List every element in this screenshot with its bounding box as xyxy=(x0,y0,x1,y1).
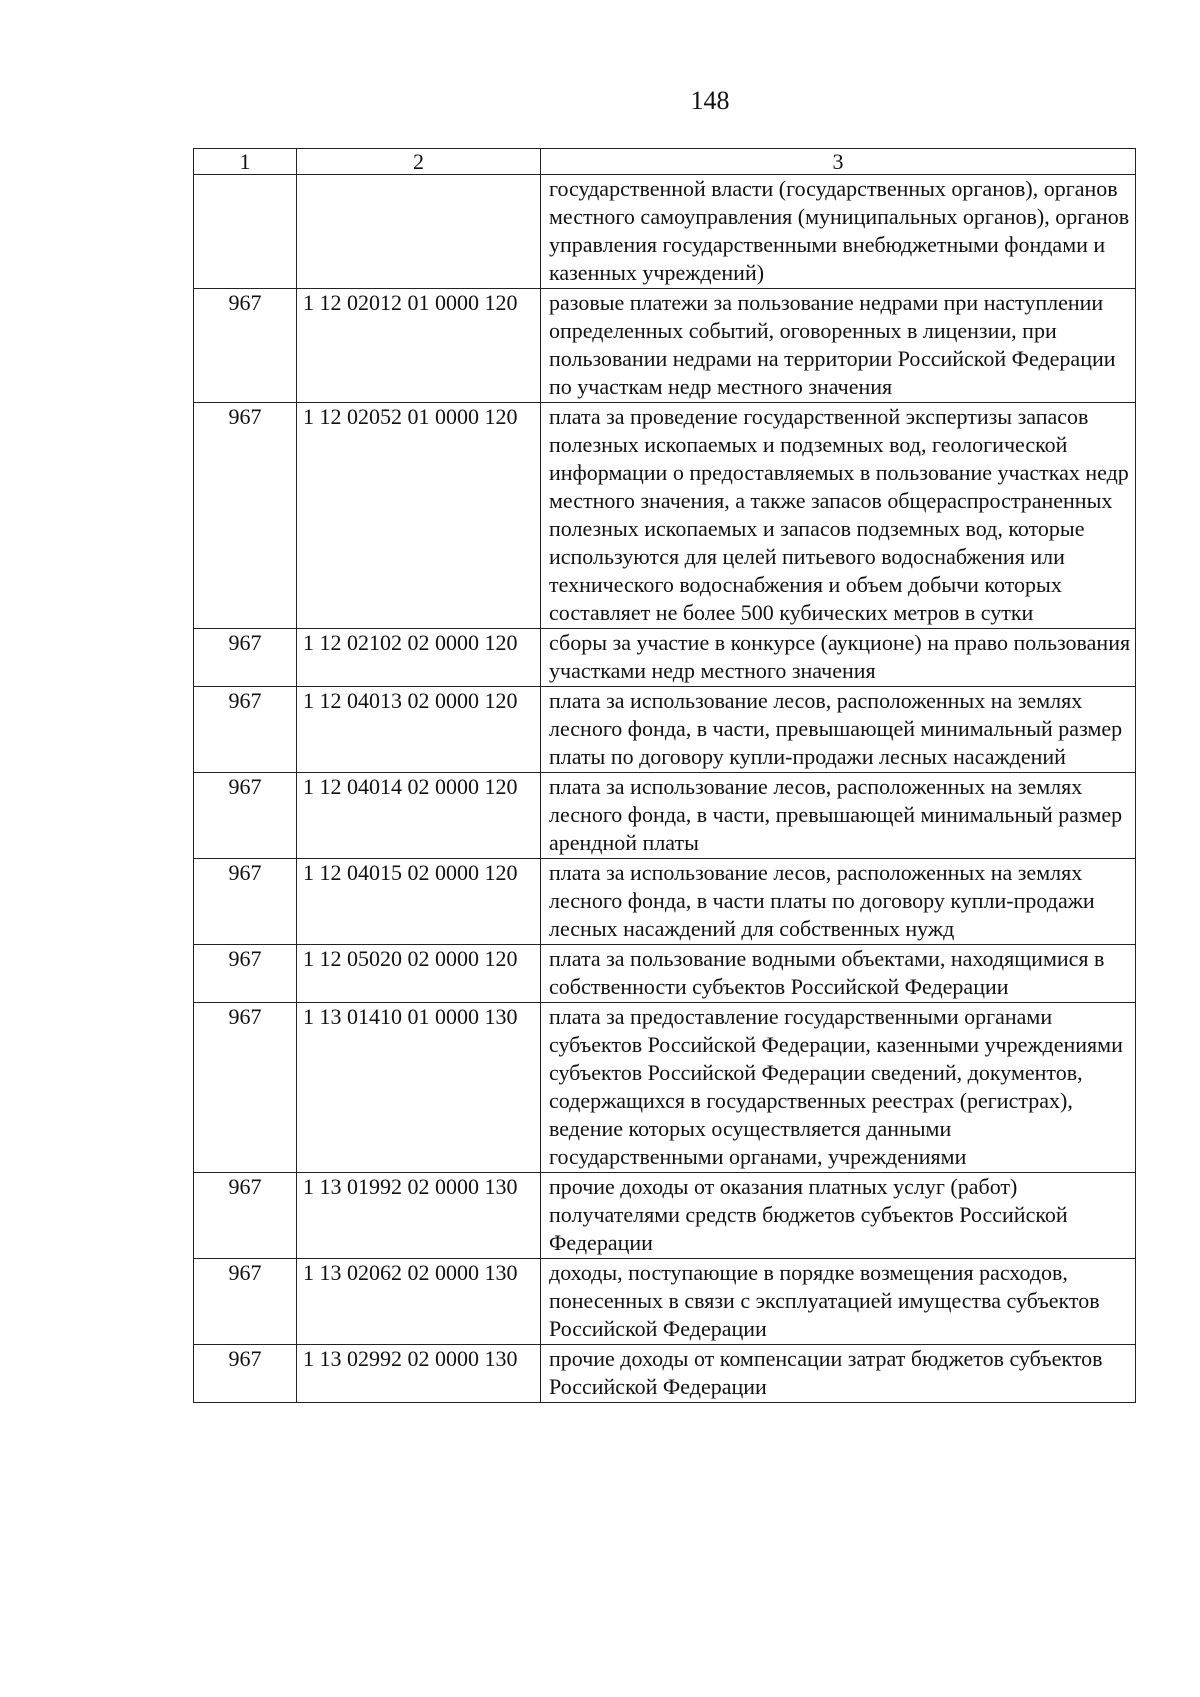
table-row xyxy=(194,773,1136,859)
revenue-name-cell: плата за проведение государственной экспертизы запасов полезных ископаемых и подземных вод, геологической информации о предоставляемых в пользование участках недр местного значения, а также запасов общераспространенных полезных ископаемых и запасов подземных вод, которые используются для целей питьевого водоснабжения или технического водоснабжения и объем добычи которых составляет не более 500 кубических метров в сутки xyxy=(541,403,1136,629)
admin-code-cell: 967 xyxy=(194,1259,297,1345)
revenue-code-cell: 1 13 01992 02 0000 130 xyxy=(297,1173,541,1259)
admin-code-cell: 967 xyxy=(194,289,297,403)
admin-code-cell: 967 xyxy=(194,945,297,1003)
table-row xyxy=(194,859,1136,945)
admin-code-cell: 967 xyxy=(194,687,297,773)
revenue-name-cell: прочие доходы от оказания платных услуг (работ) получателями средств бюджетов субъектов Российской Федерации xyxy=(541,1173,1136,1259)
column-header-2: 2 xyxy=(297,149,541,175)
revenue-name-cell: прочие доходы от компенсации затрат бюджетов субъектов Российской Федерации xyxy=(541,1345,1136,1403)
revenue-code-cell: 1 12 05020 02 0000 120 xyxy=(297,945,541,1003)
table-header-row xyxy=(194,149,1136,175)
table-row xyxy=(194,403,1136,629)
admin-code-cell: 967 xyxy=(194,1345,297,1403)
revenue-code-cell: 1 12 04014 02 0000 120 xyxy=(297,773,541,859)
revenue-code-cell: 1 12 02052 01 0000 120 xyxy=(297,403,541,629)
admin-code-cell: 967 xyxy=(194,773,297,859)
revenue-code-cell: 1 13 01410 01 0000 130 xyxy=(297,1003,541,1173)
admin-code-cell xyxy=(194,175,297,289)
table-row xyxy=(194,629,1136,687)
column-header-3: 3 xyxy=(541,149,1136,175)
revenue-code-cell: 1 12 02102 02 0000 120 xyxy=(297,629,541,687)
table-row xyxy=(194,687,1136,773)
table-row xyxy=(194,1173,1136,1259)
revenue-name-cell: разовые платежи за пользование недрами при наступлении определенных событий, оговоренных в лицензии, при пользовании недрами на территории Российской Федерации по участкам недр местного значения xyxy=(541,289,1136,403)
table-body xyxy=(194,175,1136,1403)
revenue-code-cell: 1 13 02062 02 0000 130 xyxy=(297,1259,541,1345)
table-row xyxy=(194,1345,1136,1403)
revenue-code-cell: 1 12 04013 02 0000 120 xyxy=(297,687,541,773)
revenue-name-cell: плата за пользование водными объектами, находящимися в собственности субъектов Российской Федерации xyxy=(541,945,1136,1003)
table-row xyxy=(194,175,1136,289)
revenue-name-cell: плата за использование лесов, расположенных на землях лесного фонда, в части платы по договору купли-продажи лесных насаждений для собственных нужд xyxy=(541,859,1136,945)
column-header-1: 1 xyxy=(194,149,297,175)
revenue-code-cell: 1 13 02992 02 0000 130 xyxy=(297,1345,541,1403)
revenue-code-cell: 1 12 04015 02 0000 120 xyxy=(297,859,541,945)
page-number: 148 xyxy=(690,86,730,115)
revenue-name-cell: государственной власти (государственных органов), органов местного самоуправления (муниципальных органов), органов управления государственными внебюджетными фондами и казенных учреждений) xyxy=(541,175,1136,289)
revenue-name-cell: плата за предоставление государственными органами субъектов Российской Федерации, казенными учреждениями субъектов Российской Федерации сведений, документов, содержащихся в государственных реестрах (регистрах), ведение которых осуществляется данными государственными органами, учреждениями xyxy=(541,1003,1136,1173)
revenue-name-cell: доходы, поступающие в порядке возмещения расходов, понесенных в связи с эксплуатацией имущества субъектов Российской Федерации xyxy=(541,1259,1136,1345)
admin-code-cell: 967 xyxy=(194,859,297,945)
admin-code-cell: 967 xyxy=(194,629,297,687)
revenue-code-cell: 1 12 02012 01 0000 120 xyxy=(297,289,541,403)
table-row xyxy=(194,1003,1136,1173)
revenue-name-cell: плата за использование лесов, расположенных на землях лесного фонда, в части, превышающей минимальный размер арендной платы xyxy=(541,773,1136,859)
revenue-codes-table xyxy=(193,148,1136,1403)
admin-code-cell: 967 xyxy=(194,1173,297,1259)
admin-code-cell: 967 xyxy=(194,1003,297,1173)
revenue-name-cell: сборы за участие в конкурсе (аукционе) на право пользования участками недр местного значения xyxy=(541,629,1136,687)
table-row xyxy=(194,289,1136,403)
table-row xyxy=(194,1259,1136,1345)
admin-code-cell: 967 xyxy=(194,403,297,629)
revenue-code-cell xyxy=(297,175,541,289)
table-row xyxy=(194,945,1136,1003)
revenue-name-cell: плата за использование лесов, расположенных на землях лесного фонда, в части, превышающей минимальный размер платы по договору купли-продажи лесных насаждений xyxy=(541,687,1136,773)
